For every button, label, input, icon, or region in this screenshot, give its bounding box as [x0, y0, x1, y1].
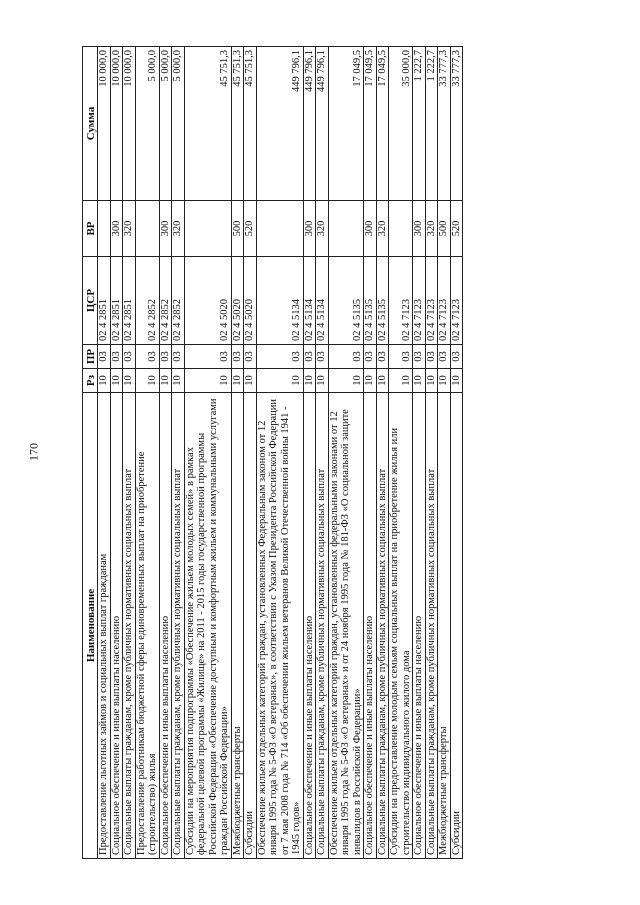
header-rz: Рз	[83, 369, 98, 393]
cell-name: Субсидии на мероприятия подпрограммы «Обеспечение жильем молодых семей» в рамках федеральной целевой программы «Жилище» на 2011 - 2015 годы государственной программы Российской Федерации «Обеспечение доступным и комфортным жильем и коммунальными услугами граждан Российской Федерации»	[184, 393, 231, 859]
cell-name: Межбюджетные трансферты	[231, 393, 244, 859]
cell-csr: 02 4 5135	[328, 257, 364, 345]
page-number: 170	[26, 443, 41, 461]
cell-pr: 03	[159, 345, 172, 369]
cell-csr: 02 4 5135	[364, 257, 377, 345]
cell-rz: 10	[389, 369, 413, 393]
cell-pr: 03	[438, 345, 451, 369]
cell-name: Предоставление льготных займов и социальных выплат гражданам	[98, 393, 111, 859]
cell-vr: 300	[110, 201, 123, 257]
cell-vr: 520	[244, 201, 257, 257]
cell-rz: 10	[316, 369, 329, 393]
cell-sum: 45 751,3	[231, 47, 244, 201]
header-csr: ЦСР	[83, 257, 98, 345]
cell-vr: 500	[231, 201, 244, 257]
cell-name: Социальное обеспечение и иные выплаты населению	[413, 393, 426, 859]
table-row	[244, 47, 257, 859]
cell-sum: 5 000,0	[159, 47, 172, 201]
cell-pr: 03	[123, 345, 136, 369]
cell-sum: 17 049,5	[328, 47, 364, 201]
cell-name: Предоставление работникам бюджетной сферы единовременных выплат на приобретение (строительство) жилья	[135, 393, 159, 859]
cell-vr	[256, 201, 303, 257]
cell-sum: 33 777,3	[438, 47, 451, 201]
cell-csr: 02 4 5020	[184, 257, 231, 345]
cell-name: Субсидии	[450, 393, 463, 859]
cell-vr: 320	[123, 201, 136, 257]
cell-pr: 03	[231, 345, 244, 369]
cell-sum: 1 222,7	[425, 47, 438, 201]
cell-name: Социальное обеспечение и иные выплаты населению	[110, 393, 123, 859]
cell-sum: 17 049,5	[364, 47, 377, 201]
cell-pr: 03	[172, 345, 185, 369]
cell-sum: 1 222,7	[413, 47, 426, 201]
table-row	[413, 47, 426, 859]
table-row	[389, 47, 413, 859]
cell-pr: 03	[135, 345, 159, 369]
cell-name: Социальные выплаты гражданам, кроме публичных нормативных социальных выплат	[425, 393, 438, 859]
cell-rz: 10	[172, 369, 185, 393]
table-row	[376, 47, 389, 859]
table-row	[231, 47, 244, 859]
cell-sum: 5 000,0	[135, 47, 159, 201]
cell-vr: 500	[438, 201, 451, 257]
cell-pr: 03	[413, 345, 426, 369]
header-sum: Сумма	[83, 47, 98, 201]
table-row	[364, 47, 377, 859]
cell-pr: 03	[450, 345, 463, 369]
header-name: Наименование	[83, 393, 98, 859]
cell-sum: 17 049,5	[376, 47, 389, 201]
cell-vr: 320	[376, 201, 389, 257]
table-header-row	[83, 47, 98, 859]
cell-pr: 03	[364, 345, 377, 369]
cell-sum: 449 796,1	[303, 47, 316, 201]
header-pr: ПР	[83, 345, 98, 369]
cell-sum: 10 000,0	[110, 47, 123, 201]
cell-csr: 02 4 2852	[172, 257, 185, 345]
cell-pr: 03	[376, 345, 389, 369]
cell-sum: 5 000,0	[172, 47, 185, 201]
cell-csr: 02 4 7123	[413, 257, 426, 345]
cell-vr: 300	[364, 201, 377, 257]
table-row	[256, 47, 303, 859]
cell-name: Межбюджетные трансферты	[438, 393, 451, 859]
cell-name: Обеспечение жильем отдельных категорий граждан, установленных федеральными законами от 12 января 1995 года № 5-ФЗ «О ветеранах» и от 24 ноября 1995 года № 181-ФЗ «О социальной защите инвалидов в Российской Федерации»	[328, 393, 364, 859]
table-row	[123, 47, 136, 859]
cell-name: Социальные выплаты гражданам, кроме публичных нормативных социальных выплат	[316, 393, 329, 859]
cell-csr: 02 4 2851	[98, 257, 111, 345]
cell-vr	[184, 201, 231, 257]
cell-sum: 33 777,3	[450, 47, 463, 201]
cell-sum: 10 000,0	[123, 47, 136, 201]
cell-vr: 300	[413, 201, 426, 257]
cell-rz: 10	[184, 369, 231, 393]
cell-pr: 03	[98, 345, 111, 369]
cell-rz: 10	[231, 369, 244, 393]
table-row	[159, 47, 172, 859]
budget-table	[82, 46, 463, 859]
cell-name: Субсидии	[244, 393, 257, 859]
cell-vr	[135, 201, 159, 257]
header-vr: ВР	[83, 201, 98, 257]
cell-rz: 10	[256, 369, 303, 393]
cell-rz: 10	[135, 369, 159, 393]
table-row	[184, 47, 231, 859]
cell-rz: 10	[376, 369, 389, 393]
cell-csr: 02 4 5020	[244, 257, 257, 345]
cell-pr: 03	[184, 345, 231, 369]
cell-rz: 10	[450, 369, 463, 393]
table-row	[425, 47, 438, 859]
cell-csr: 02 4 2851	[110, 257, 123, 345]
table-row	[135, 47, 159, 859]
cell-name: Социальное обеспечение и иные выплаты населению	[364, 393, 377, 859]
cell-rz: 10	[98, 369, 111, 393]
rotated-table-container	[82, 47, 463, 859]
table-row	[328, 47, 364, 859]
cell-rz: 10	[328, 369, 364, 393]
cell-csr: 02 4 5134	[256, 257, 303, 345]
table-body	[98, 47, 463, 859]
table-row	[98, 47, 111, 859]
cell-rz: 10	[244, 369, 257, 393]
cell-name: Социальные выплаты гражданам, кроме публичных нормативных социальных выплат	[172, 393, 185, 859]
cell-csr: 02 4 2851	[123, 257, 136, 345]
cell-rz: 10	[303, 369, 316, 393]
cell-vr: 300	[159, 201, 172, 257]
cell-csr: 02 4 7123	[389, 257, 413, 345]
cell-pr: 03	[256, 345, 303, 369]
cell-vr: 300	[303, 201, 316, 257]
cell-vr	[328, 201, 364, 257]
cell-name: Социальное обеспечение и иные выплаты населению	[303, 393, 316, 859]
cell-name: Субсидии на предоставление молодым семьям социальных выплат на приобретение жилья или строительство индивидуального жилого дома	[389, 393, 413, 859]
cell-sum: 449 796,1	[256, 47, 303, 201]
cell-rz: 10	[438, 369, 451, 393]
table-row	[316, 47, 329, 859]
cell-csr: 02 4 7123	[450, 257, 463, 345]
cell-sum: 449 796,1	[316, 47, 329, 201]
cell-vr: 320	[172, 201, 185, 257]
cell-vr	[389, 201, 413, 257]
cell-pr: 03	[244, 345, 257, 369]
cell-csr: 02 4 5134	[316, 257, 329, 345]
cell-pr: 03	[110, 345, 123, 369]
cell-pr: 03	[316, 345, 329, 369]
cell-sum: 45 751,3	[244, 47, 257, 201]
cell-pr: 03	[303, 345, 316, 369]
cell-rz: 10	[110, 369, 123, 393]
cell-rz: 10	[364, 369, 377, 393]
cell-vr: 320	[425, 201, 438, 257]
cell-pr: 03	[425, 345, 438, 369]
cell-rz: 10	[425, 369, 438, 393]
cell-sum: 45 751,3	[184, 47, 231, 201]
cell-csr: 02 4 7123	[438, 257, 451, 345]
table-row	[438, 47, 451, 859]
table-row	[172, 47, 185, 859]
cell-csr: 02 4 5134	[303, 257, 316, 345]
cell-sum: 35 000,0	[389, 47, 413, 201]
table-row	[303, 47, 316, 859]
cell-vr: 520	[450, 201, 463, 257]
cell-pr: 03	[328, 345, 364, 369]
cell-vr: 320	[316, 201, 329, 257]
table-row	[110, 47, 123, 859]
cell-csr: 02 4 5135	[376, 257, 389, 345]
cell-csr: 02 4 7123	[425, 257, 438, 345]
cell-rz: 10	[123, 369, 136, 393]
cell-vr	[98, 201, 111, 257]
cell-pr: 03	[389, 345, 413, 369]
cell-rz: 10	[413, 369, 426, 393]
table-row	[450, 47, 463, 859]
cell-name: Социальные выплаты гражданам, кроме публичных нормативных социальных выплат	[376, 393, 389, 859]
cell-name: Социальные выплаты гражданам, кроме публичных нормативных социальных выплат	[123, 393, 136, 859]
cell-name: Социальное обеспечение и иные выплаты населению	[159, 393, 172, 859]
cell-name: Обеспечение жильем отдельных категорий граждан, установленных Федеральным законом от 12 января 1995 года № 5-ФЗ «О ветеранах», в соответствии с Указом Президента Российской Федерации от 7 мая 2008 года № 714 «Об обеспечении жильем ветеранов Великой Отечественной войны 1941 - 1945 годов»	[256, 393, 303, 859]
cell-csr: 02 4 2852	[135, 257, 159, 345]
cell-csr: 02 4 2852	[159, 257, 172, 345]
cell-sum: 10 000,0	[98, 47, 111, 201]
cell-csr: 02 4 5020	[231, 257, 244, 345]
cell-rz: 10	[159, 369, 172, 393]
